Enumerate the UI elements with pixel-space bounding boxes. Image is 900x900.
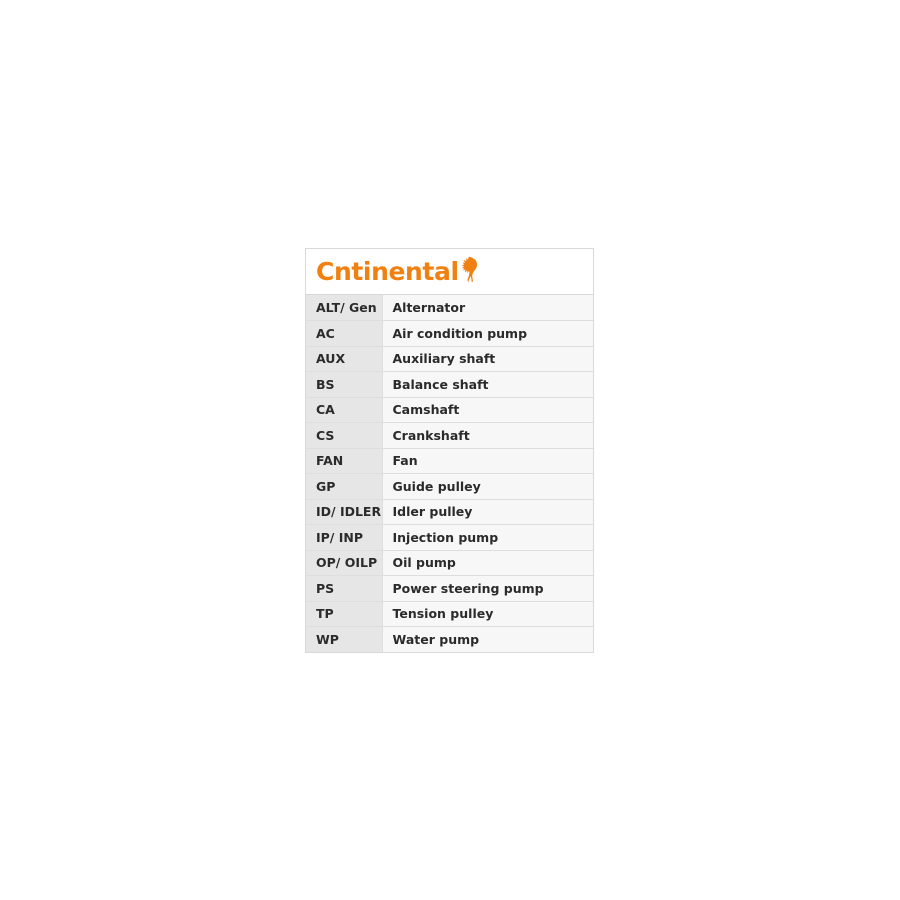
prancing-horse-icon xyxy=(460,256,480,282)
abbr-cell: CA xyxy=(306,397,382,423)
table-row xyxy=(306,346,593,372)
table-row xyxy=(306,525,593,551)
abbr-cell: AUX xyxy=(306,346,382,372)
table-row xyxy=(306,601,593,627)
table-row xyxy=(306,499,593,525)
desc-cell: Balance shaft xyxy=(382,372,593,398)
desc-cell: Water pump xyxy=(382,627,593,653)
abbr-cell: OP/ OILP xyxy=(306,550,382,576)
table-row xyxy=(306,448,593,474)
table-row xyxy=(306,321,593,347)
abbr-cell: FAN xyxy=(306,448,382,474)
abbr-cell: IP/ INP xyxy=(306,525,382,551)
abbr-cell: PS xyxy=(306,576,382,602)
table-row xyxy=(306,576,593,602)
abbr-cell: CS xyxy=(306,423,382,449)
desc-cell: Idler pulley xyxy=(382,499,593,525)
desc-cell: Guide pulley xyxy=(382,474,593,500)
desc-cell: Camshaft xyxy=(382,397,593,423)
abbr-cell: ID/ IDLER xyxy=(306,499,382,525)
desc-cell: Alternator xyxy=(382,295,593,321)
table-row xyxy=(306,397,593,423)
brand-name-text: ntinental xyxy=(333,257,459,286)
desc-cell: Auxiliary shaft xyxy=(382,346,593,372)
table-row xyxy=(306,627,593,653)
abbr-cell: TP xyxy=(306,601,382,627)
abbr-cell: ALT/ Gen xyxy=(306,295,382,321)
brand-initial-c: C xyxy=(316,257,334,286)
abbreviation-table xyxy=(306,295,593,652)
table-row xyxy=(306,474,593,500)
table-row xyxy=(306,372,593,398)
abbr-cell: BS xyxy=(306,372,382,398)
abbr-cell: AC xyxy=(306,321,382,347)
table-row xyxy=(306,295,593,321)
abbreviation-legend-card xyxy=(305,248,594,653)
brand-header xyxy=(306,249,593,295)
desc-cell: Crankshaft xyxy=(382,423,593,449)
abbr-cell: GP xyxy=(306,474,382,500)
continental-logo xyxy=(316,259,480,285)
desc-cell: Tension pulley xyxy=(382,601,593,627)
abbreviation-table-body xyxy=(306,295,593,652)
desc-cell: Oil pump xyxy=(382,550,593,576)
desc-cell: Power steering pump xyxy=(382,576,593,602)
brand-wordmark xyxy=(316,259,459,284)
table-row xyxy=(306,550,593,576)
desc-cell: Air condition pump xyxy=(382,321,593,347)
desc-cell: Fan xyxy=(382,448,593,474)
desc-cell: Injection pump xyxy=(382,525,593,551)
abbr-cell: WP xyxy=(306,627,382,653)
table-row xyxy=(306,423,593,449)
